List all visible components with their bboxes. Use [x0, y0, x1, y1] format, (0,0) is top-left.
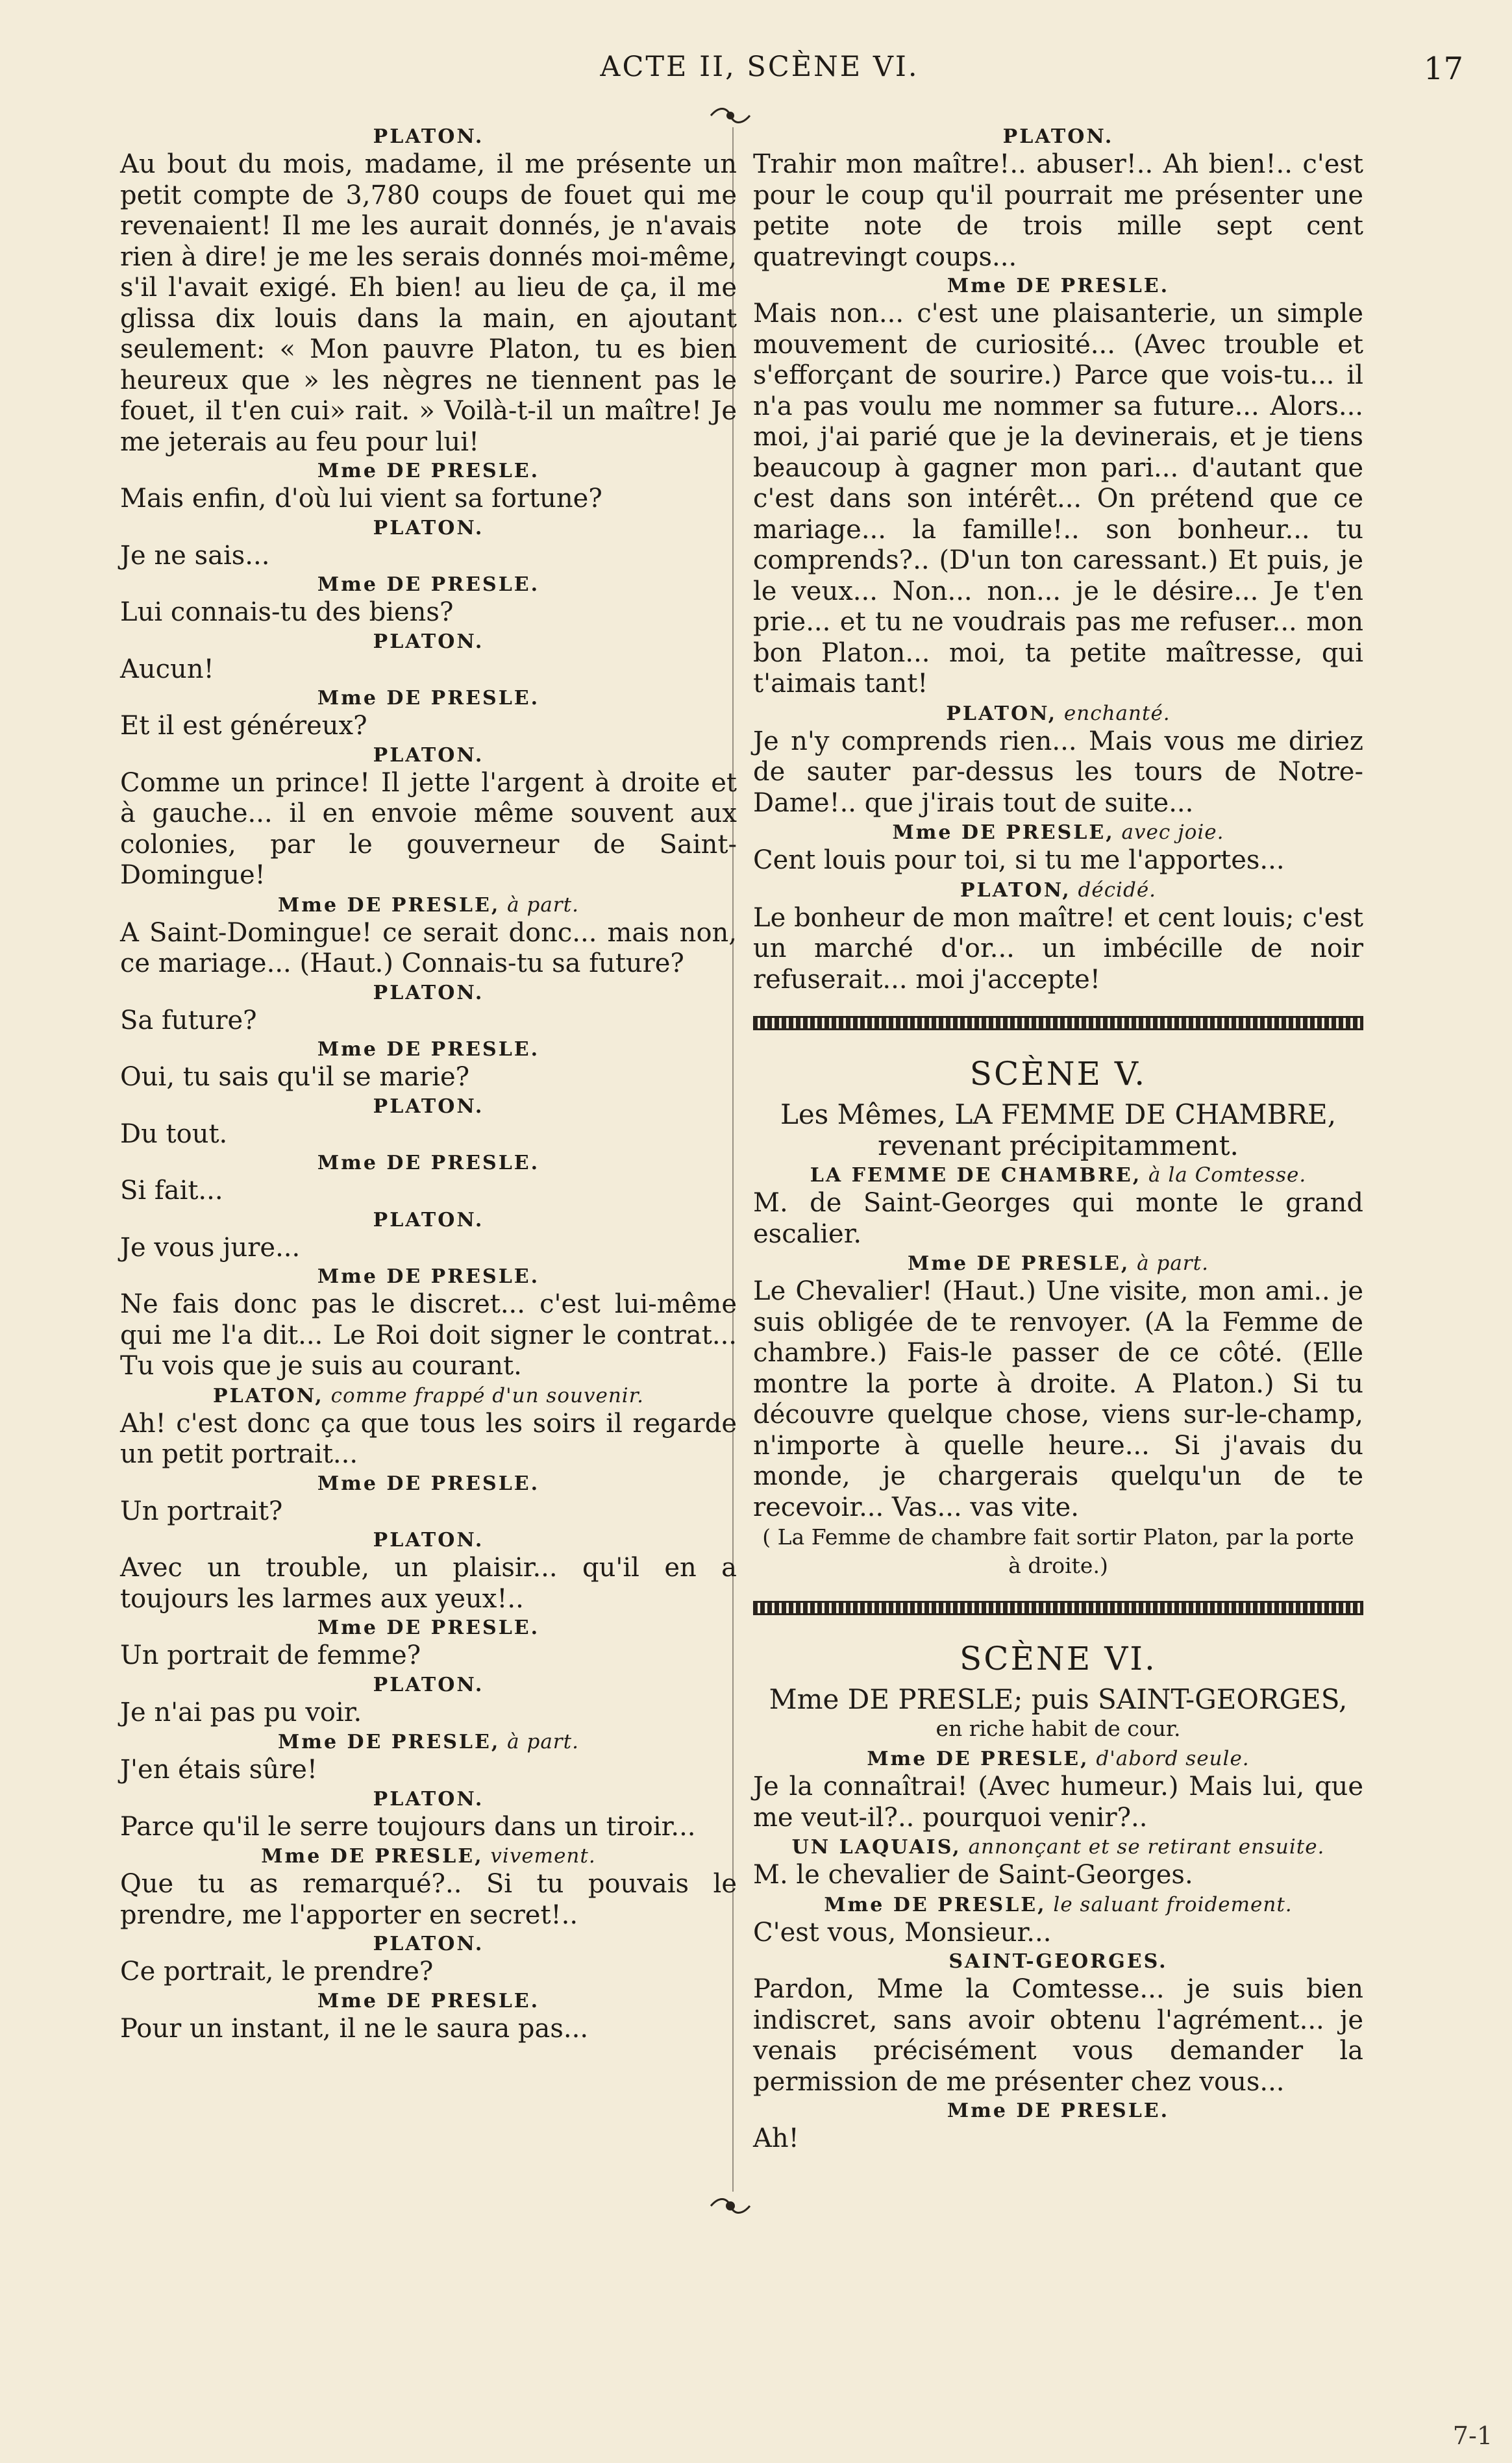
right-column — [753, 123, 1363, 2155]
speaker-name: PLATON. — [373, 1673, 484, 1696]
scene-cast: Les Mêmes, LA FEMME DE CHAMBRE, revenant précipitamment. — [780, 1098, 1337, 1161]
stage-direction: le saluant froidement. — [1046, 1892, 1293, 1916]
speaker-name: Mme DE PRESLE. — [947, 275, 1170, 297]
stage-direction: à part. — [1130, 1252, 1209, 1275]
speaker-name: LA FEMME DE CHAMBRE, à la Comtesse. — [810, 1163, 1307, 1187]
dialogue-line: Trahir mon maître!.. abuser!.. Ah bien!.. c'est pour le coup qu'il pourrait me présenter une petite note de trois mille sept cent quatrevingt coups... — [753, 149, 1363, 272]
speaker-name: PLATON. — [373, 1787, 484, 1811]
dialogue-line: Le bonheur de mon maître! et cent louis; c'est un marché d'or... un imbécille de noir refuserait... moi j'accepte! — [753, 902, 1363, 995]
dialogue-line: J'en étais sûre! — [120, 1755, 317, 1785]
dialogue-line: A Saint-Domingue! ce serait donc... mais non, ce mariage... (Haut.) Connais-tu sa future? — [120, 917, 737, 978]
speaker-name: Mme DE PRESLE. — [317, 460, 540, 482]
dialogue-line: Un portrait? — [120, 1496, 283, 1526]
scene-heading — [753, 1640, 1363, 1742]
speaker-name: Mme DE PRESLE, d'abord seule. — [867, 1747, 1250, 1770]
speaker-name: Mme DE PRESLE. — [317, 1989, 540, 2012]
page-header — [0, 51, 1512, 96]
dialogue-line: Aucun! — [120, 654, 214, 684]
speaker-name: PLATON, enchanté. — [946, 701, 1171, 725]
scene-divider — [753, 1016, 1363, 1030]
speaker-name: Mme DE PRESLE, le saluant froidement. — [824, 1892, 1293, 1916]
dialogue-line: Parce qu'il le serre toujours dans un tiroir... — [120, 1811, 696, 1842]
dialogue-line: M. de Saint-Georges qui monte le grand escalier. — [753, 1188, 1363, 1249]
stage-direction: vivement. — [483, 1844, 596, 1868]
dialogue-line: Lui connais-tu des biens? — [120, 597, 454, 627]
scene-title: SCÈNE V. — [969, 1055, 1147, 1093]
speaker-name: Mme DE PRESLE, à part. — [908, 1252, 1209, 1275]
dialogue-line: Je ne sais... — [120, 540, 270, 571]
speaker-name: PLATON. — [373, 125, 484, 148]
dialogue-line: Avec un trouble, un plaisir... qu'il en a toujours les larmes aux yeux!.. — [120, 1553, 737, 1614]
speaker-name: Mme DE PRESLE. — [947, 2099, 1170, 2122]
dialogue-line: Sa future? — [120, 1005, 257, 1035]
speaker-name: UN LAQUAIS, annonçant et se retirant ensuite. — [791, 1835, 1325, 1859]
speaker-name: Mme DE PRESLE. — [317, 573, 540, 596]
left-column — [120, 123, 737, 2044]
stage-direction: d'abord seule. — [1089, 1747, 1250, 1770]
dialogue-line: Du tout. — [120, 1119, 228, 1149]
dialogue-line: Mais non... c'est une plaisanterie, un simple mouvement de curiosité... (Avec trouble et s'efforçant de sourire.) Parce que vois-tu... il n'a pas voulu me nommer sa future... Alors... moi, j'ai parié que je la devinerais, et je tiens beaucoup à gagner mon pari... d'autant que c'est dans son intérêt... On prétend que ce mariage... la famille!.. son bonheur... tu comprends?.. (D'un ton caressant.) Et puis, je le veux... Non... non... je le désire... Je t'en prie... et tu ne voudrais pas me refuser... mon bon Platon... moi, ta petite maîtresse, qui t'aimais tant! — [753, 299, 1363, 699]
speaker-name: PLATON. — [373, 516, 484, 539]
stage-direction: annonçant et se retirant ensuite. — [961, 1835, 1325, 1859]
speaker-name: PLATON, décidé. — [960, 878, 1157, 902]
tailpiece-ornament-icon — [704, 2194, 756, 2218]
dialogue-line: Comme un prince! Il jette l'argent à droite et à gauche... il en envoie même souvent aux colonies, par le gouverneur de Saint-Domingue! — [120, 767, 737, 890]
dialogue-line: Je la connaîtrai! (Avec humeur.) Mais lui, que me veut-il?.. pourquoi venir?.. — [753, 1772, 1363, 1833]
stage-direction: comme frappé d'un souvenir. — [323, 1383, 644, 1407]
speaker-name: PLATON, comme frappé d'un souvenir. — [213, 1383, 644, 1407]
stage-direction: avec joie. — [1114, 821, 1224, 844]
stage-direction: à part. — [500, 1730, 579, 1753]
scene-cast-detail: en riche habit de cour. — [936, 1716, 1181, 1741]
speaker-name: PLATON. — [373, 1933, 484, 1955]
dialogue-line: Je n'ai pas pu voir. — [120, 1697, 362, 1727]
speaker-name: PLATON. — [373, 981, 484, 1004]
dialogue-line: Je n'y comprends rien... Mais vous me diriez de sauter par-dessus les tours de Notre-Dame!.. que j'irais tout de suite... — [753, 726, 1363, 818]
speaker-name: Mme DE PRESLE, vivement. — [261, 1844, 596, 1868]
speaker-name: PLATON. — [373, 630, 484, 653]
speaker-name: PLATON. — [373, 743, 484, 767]
dialogue-line: Le Chevalier! (Haut.) Une visite, mon ami.. je suis obligée de te renvoyer. (A la Femme de chambre.) Fais-le passer de ce côté. (Elle montre la porte à droite. A Platon.) Si tu découvre quelque chose, viens sur-le-champ, n'importe à quelle heure... Si j'avais du monde, je chargerais quelqu'un de te recevoir... Vas... vas vite. — [753, 1276, 1363, 1522]
scene-title: SCÈNE VI. — [960, 1640, 1157, 1677]
scene-cast: Mme DE PRESLE; puis SAINT-GEORGES, — [769, 1683, 1348, 1715]
speaker-name: Mme DE PRESLE, avec joie. — [892, 821, 1224, 844]
dialogue-line: C'est vous, Monsieur... — [753, 1917, 1052, 1948]
page-number: 17 — [1423, 51, 1463, 87]
dialogue-line: Pour un instant, il ne le saura pas... — [120, 2013, 589, 2044]
corner-mark: 7-1 — [1452, 2421, 1493, 2450]
dialogue-line: Je vous jure... — [120, 1232, 301, 1263]
dialogue-line: Cent louis pour toi, si tu me l'apportes... — [753, 845, 1285, 875]
dialogue-line: Ah! — [753, 2123, 799, 2153]
speaker-name: PLATON. — [1002, 125, 1114, 148]
speaker-name: Mme DE PRESLE. — [317, 1265, 540, 1288]
dialogue-line: Et il est généreux? — [120, 711, 367, 741]
speaker-name: PLATON. — [373, 1208, 484, 1232]
stage-direction: décidé. — [1071, 878, 1157, 902]
speaker-name: PLATON. — [373, 1529, 484, 1552]
dialogue-line: Un portrait de femme? — [120, 1640, 421, 1670]
scene-divider — [753, 1601, 1363, 1615]
speaker-name: Mme DE PRESLE, à part. — [278, 1730, 579, 1753]
dialogue-line: Ne fais donc pas le discret... c'est lui-même qui me l'a dit... Le Roi doit signer le contrat... Tu vois que je suis au courant. — [120, 1289, 737, 1381]
dialogue-line: M. le chevalier de Saint-Georges. — [753, 1860, 1193, 1890]
dialogue-line: Ah! c'est donc ça que tous les soirs il regarde un petit portrait... — [120, 1408, 737, 1469]
running-head: ACTE II, SCÈNE VI. — [600, 51, 919, 83]
speaker-name: Mme DE PRESLE. — [317, 687, 540, 710]
speaker-name: Mme DE PRESLE. — [317, 1038, 540, 1061]
dialogue-line: Au bout du mois, madame, il me présente un petit compte de 3,780 coups de fouet qui me revenaient! Il me les aurait donnés, je n'avais rien à dire! je me les serais donnés moi-même, s'il l'avait exigé. Eh bien! au lieu de ça, il me glissa dix louis dans la main, en ajoutant seulement: « Mon pauvre Platon, tu es bien heureux que » les nègres ne tiennent pas le fouet, il t'en cui» rait. » Voilà-t-il un maître! Je me jeterais au feu pour lui! — [120, 149, 737, 457]
dialogue-line: Si fait... — [120, 1176, 223, 1206]
speaker-name: PLATON. — [373, 1095, 484, 1118]
speaker-name: Mme DE PRESLE. — [317, 1152, 540, 1174]
dialogue-line: Ce portrait, le prendre? — [120, 1957, 434, 1986]
speaker-name: Mme DE PRESLE. — [317, 1616, 540, 1639]
speaker-name: Mme DE PRESLE. — [317, 1472, 540, 1495]
stage-direction: à part. — [500, 893, 579, 917]
dialogue-line: Oui, tu sais qu'il se marie? — [120, 1062, 470, 1092]
dialogue-line: Que tu as remarqué?.. Si tu pouvais le prendre, me l'apporter en secret!.. — [120, 1869, 737, 1930]
speaker-name: Mme DE PRESLE, à part. — [278, 893, 579, 917]
dialogue-line: Mais enfin, d'où lui vient sa fortune? — [120, 484, 602, 514]
stage-direction: enchanté. — [1057, 701, 1171, 725]
stage-direction: ( La Femme de chambre fait sortir Platon, par la porte à droite.) — [762, 1524, 1354, 1578]
scene-heading — [753, 1055, 1363, 1161]
dialogue-line: Pardon, Mme la Comtesse... je suis bien indiscret, sans avoir obtenu l'agrément... je venais précisément vous demander la permission de me présenter chez vous... — [753, 1974, 1363, 2097]
stage-direction: à la Comtesse. — [1141, 1163, 1307, 1187]
speaker-name: SAINT-GEORGES. — [948, 1950, 1168, 1973]
